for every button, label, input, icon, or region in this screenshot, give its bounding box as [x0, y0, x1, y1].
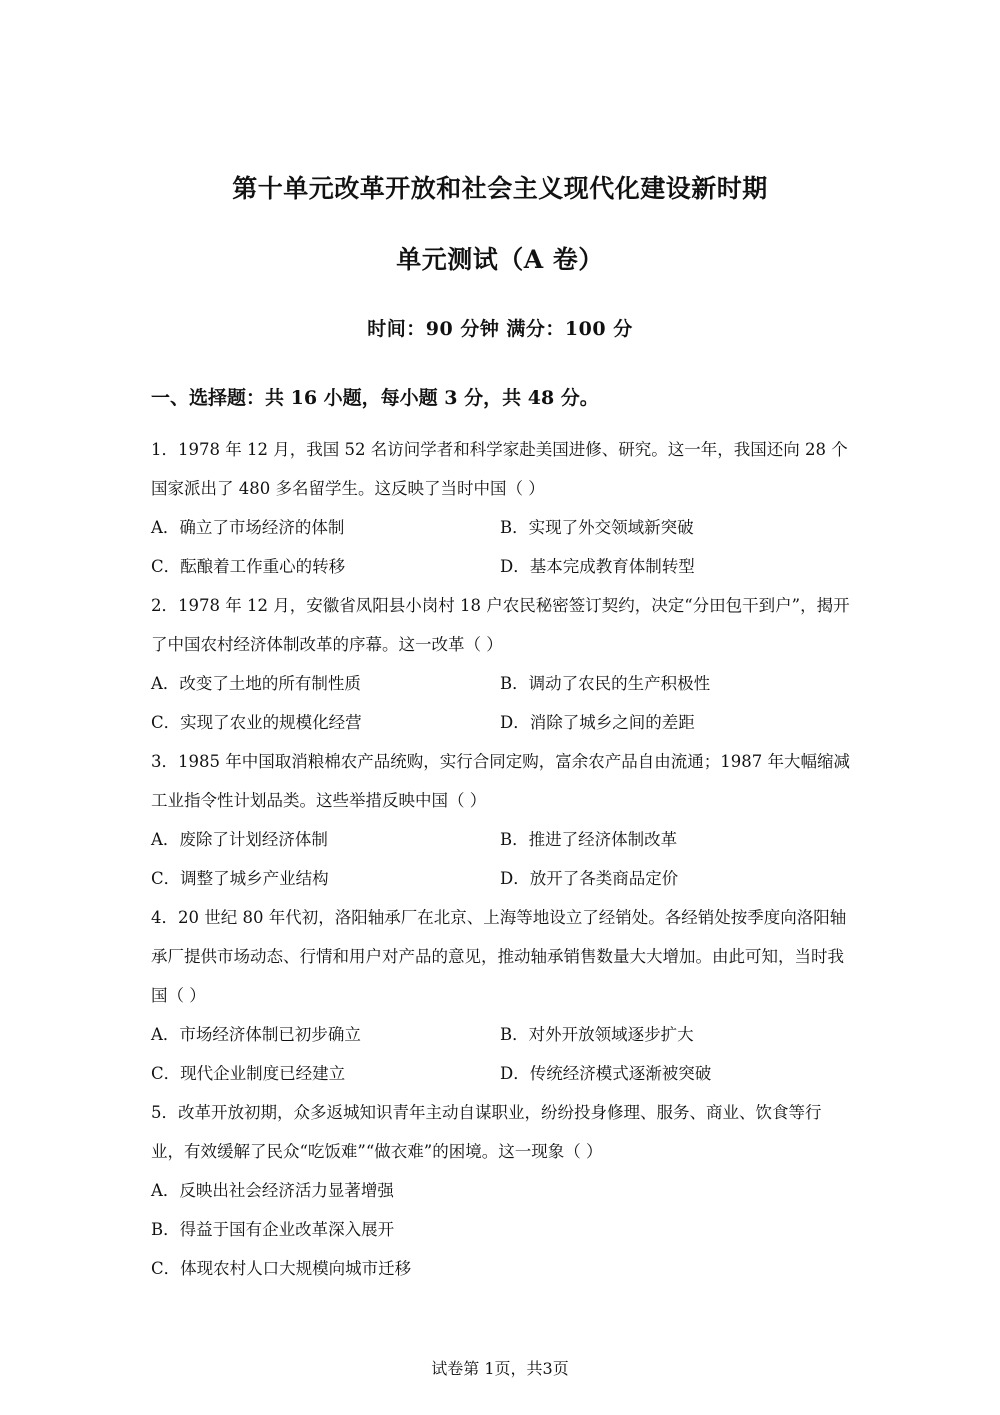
document-subtitle: 单元测试（A 卷）	[396, 245, 604, 274]
option-b: B．调动了农民的生产积极性	[500, 674, 711, 693]
option-a: A．改变了土地的所有制性质	[151, 674, 361, 693]
exam-time-info: 时间：90 分钟 满分：100 分	[367, 318, 633, 340]
option-b: B．得益于国有企业改革深入展开	[151, 1220, 395, 1239]
question-options	[151, 508, 851, 586]
section-heading: 一、选择题：共 16 小题，每小题 3 分，共 48 分。	[151, 387, 599, 409]
question-stem: 4．20 世纪 80 年代初，洛阳轴承厂在北京、上海等地设立了经销处。各经销处按季度向洛阳轴承厂提供市场动态、行情和用户对产品的意见，推动轴承销售数量大大增加。由此可知，当时我国（ ）	[151, 908, 847, 1005]
option-b: B．推进了经济体制改革	[500, 830, 678, 849]
option-c: C．体现农村人口大规模向城市迁移	[151, 1259, 412, 1278]
question-list	[151, 430, 851, 1288]
question-options	[151, 1015, 851, 1093]
option-d: D．放开了各类商品定价	[500, 869, 679, 888]
question-options	[151, 664, 851, 742]
question-1	[151, 430, 851, 586]
question-5	[151, 1093, 851, 1288]
option-d: D．消除了城乡之间的差距	[500, 713, 695, 732]
question-stem: 2．1978 年 12 月，安徽省凤阳县小岗村 18 户农民秘密签订契约，决定“分田包干到户”，揭开了中国农村经济体制改革的序幕。这一改革（ ）	[151, 596, 850, 654]
question-2	[151, 586, 851, 742]
option-b: B．实现了外交领域新突破	[500, 518, 694, 537]
option-a: A．废除了计划经济体制	[151, 830, 328, 849]
question-options	[151, 820, 851, 898]
option-c: C．现代企业制度已经建立	[151, 1064, 346, 1083]
option-a: A．确立了市场经济的体制	[151, 518, 345, 537]
option-c: C．调整了城乡产业结构	[151, 869, 329, 888]
option-a: A．市场经济体制已初步确立	[151, 1025, 361, 1044]
option-d: D．基本完成教育体制转型	[500, 557, 695, 576]
question-stem: 1．1978 年 12 月，我国 52 名访问学者和科学家赴美国进修、研究。这一年，我国还向 28 个国家派出了 480 多名留学生。这反映了当时中国（ ）	[151, 440, 848, 498]
question-3	[151, 742, 851, 898]
option-a: A．反映出社会经济活力显著增强	[151, 1181, 394, 1200]
option-d: D．传统经济模式逐渐被突破	[500, 1064, 712, 1083]
question-4	[151, 898, 851, 1093]
page-footer: 试卷第 1页，共3页	[431, 1359, 569, 1378]
question-stem: 5．改革开放初期，众多返城知识青年主动自谋职业，纷纷投身修理、服务、商业、饮食等行业，有效缓解了民众“吃饭难”“做衣难”的困境。这一现象（ ）	[151, 1103, 822, 1161]
option-c: C．实现了农业的规模化经营	[151, 713, 362, 732]
question-options	[151, 1171, 851, 1288]
document-title: 第十单元改革开放和社会主义现代化建设新时期	[232, 174, 768, 203]
question-stem: 3．1985 年中国取消粮棉农产品统购，实行合同定购，富余农产品自由流通；1987 年大幅缩减工业指令性计划品类。这些举措反映中国（ ）	[151, 752, 850, 810]
option-c: C．酝酿着工作重心的转移	[151, 557, 346, 576]
option-b: B．对外开放领域逐步扩大	[500, 1025, 694, 1044]
